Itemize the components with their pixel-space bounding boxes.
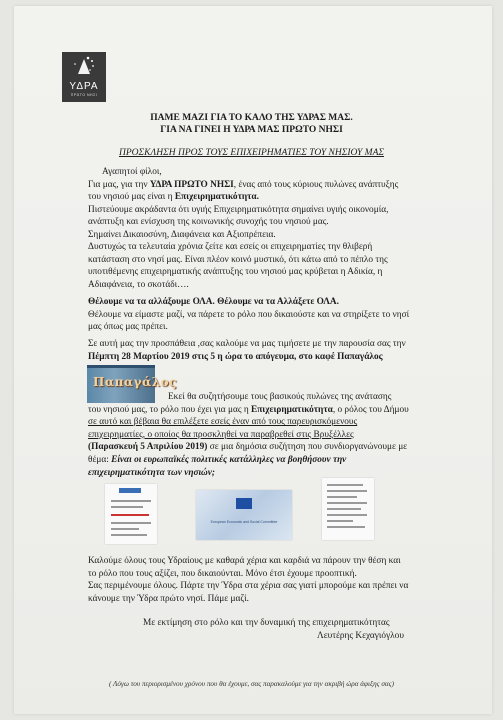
closing-signature [143, 617, 433, 642]
eesc-caption: European Economic and Social Committee [210, 520, 278, 524]
signer-name: Λευτέρης Κεχαγιόγλου [317, 630, 404, 641]
change-line: μας όπως μας πρέπει. [88, 322, 168, 333]
headline-line-1: ΠΑΜΕ ΜΑΖΙ ΓΙΑ ΤΟ ΚΑΛΟ ΤΗΣ ΥΔΡΑΣ ΜΑΣ. [150, 113, 353, 123]
change-paragraph [88, 296, 428, 334]
call-paragraph [88, 555, 428, 605]
logo-emblem-icon [62, 52, 106, 82]
meeting-line: Σε αυτή μας την προσπάθεια ,σας καλούμε να μας τιμήσετε με την παρουσία σας την [88, 339, 406, 349]
situation-line: κατάσταση στο νησί μας. Είναι πλέον κοινό μυστικό, ότι κάτω από το πέπλο της [88, 254, 388, 265]
agenda-line: του νησιού μας, το ρόλο που έχει για μας η Επιχειρηματικότητα, ο ρόλος του Δήμου [88, 404, 409, 415]
agenda-line: επιχειρηματίες, ο οποίος θα προσκληθεί να παραβρεθεί στις Βρυξέλλες [88, 429, 354, 440]
hydra-logo [62, 52, 106, 102]
arrival-footnote: ( Λόγω του περιορισμένου χρόνου που θα έχουμε, σας παρακαλούμε για την ακριβή ώρα άφιξης σας) [109, 680, 394, 688]
change-line: Θέλουμε να είμαστε μαζί, να πάρετε το ρόλο που δικαιούστε και να στηρίξετε το νησί [88, 309, 410, 320]
greeting: Αγαπητοί φίλοι, [102, 167, 162, 177]
logo-tagline: ΠΡΩΤΟ ΝΗΣΙ [70, 93, 98, 97]
agenda-paragraph [88, 391, 428, 479]
intro-line: ανάπτυξη και ενίσχυση της κοινωνικής συνοχής του νησιού μας. [88, 217, 329, 228]
call-line: το ρόλο που τους αξίζει, που δικαιούνται. Μόνο έτσι έχουμε προοπτική. [88, 568, 357, 579]
closing-line: Με εκτίμηση στο ρόλο και την δυναμική της επιχειρηματικότητας [143, 618, 390, 628]
document-thumbnail-1 [105, 484, 157, 544]
intro-line: Για μας, για την ΥΔΡΑ ΠΡΩΤΟ ΝΗΣΙ, ένας από τους κύριους πυλώνες ανάπτυξης [88, 179, 399, 190]
headline-line-2: ΓΙΑ ΝΑ ΓΙΝΕΙ Η ΥΔΡΑ ΜΑΣ ΠΡΩΤΟ ΝΗΣΙ [160, 125, 343, 135]
meeting-date-place: Πέμπτη 28 Μαρτίου 2019 στις 5 η ώρα το απόγευμα, στο καφέ Παπαγάλος [88, 351, 383, 362]
invitation-subtitle: ΠΡΟΣΚΛΗΣΗ ΠΡΟΣ ΤΟΥΣ ΕΠΙΧΕΙΡΗΜΑΤΙΕΣ ΤΟΥ ΝΗΣΙΟΥ ΜΑΣ [118, 148, 385, 158]
agenda-line: θέμα: Είναι οι ευρωπαϊκές πολιτικές κατάλληλες να βοηθήσουν την [88, 454, 347, 465]
eesc-banner-thumbnail [196, 490, 292, 540]
intro-line: του νησιού μας είναι η Επιχειρηματικότητα. [88, 192, 259, 203]
agenda-line: Εκεί θα συζητήσουμε τους βασικούς πυλώνες της ανάτασης [168, 392, 392, 402]
call-line: Σας περιμένουμε όλους. Πάρτε την Ύδρα στα χέρια σας γιατί μπορούμε και πρέπει να [88, 581, 409, 592]
cafe-sign-text: Παπαγάλος [93, 375, 177, 389]
meeting-paragraph [88, 338, 428, 363]
agenda-line: επιχειρηματικότητα των νησιών; [88, 467, 215, 478]
logo-brand: ΥΔΡΑ [69, 81, 99, 92]
agenda-line: (Παρασκευή 5 Απριλίου 2019) σε μια δημόσια συζήτηση που συνδιοργανώνουμε με [88, 442, 408, 453]
call-line: Καλούμε όλους τους Υδραίους με καθαρά χέρια και καρδιά να πάρουν την θέση και [88, 556, 401, 566]
situation-paragraph [88, 241, 428, 291]
change-slogan: Θέλουμε να τα αλλάξουμε ΟΛΑ. Θέλουμε να τα Αλλάξετε ΟΛΑ. [88, 297, 339, 307]
call-line: κάνουμε την Ύδρα πρώτο νησί. Πάμε μαζί. [88, 593, 250, 604]
intro-paragraph [88, 166, 428, 242]
situation-line: Δυστυχώς τα τελευταία χρόνια ζείτε και εσείς οι επιχειρηματίες την θλιβερή [88, 242, 373, 252]
situation-line: Αδιαφάνεια, το σκοτάδι…. [88, 279, 189, 290]
intro-line: Πιστεύουμε ακράδαντα ότι υγιής Επιχειρηματικότητα σημαίνει υγιής οικονομία, [88, 204, 389, 215]
eu-flag-icon [236, 498, 252, 509]
document-thumbnail-3 [322, 478, 374, 540]
situation-line: υποτιθέμενης επιχειρηματικής ανάπτυξης του νησιού μας κρύβεται η Αδικία, η [88, 267, 383, 278]
intro-line: Σημαίνει Δικαιοσύνη, Διαφάνεια και Αξιοπρέπεια. [88, 229, 276, 240]
agenda-line: σε αυτό και βέβαια θα επιλέξετε εσείς έναν από τους παρευρισκόμενους [88, 417, 358, 428]
